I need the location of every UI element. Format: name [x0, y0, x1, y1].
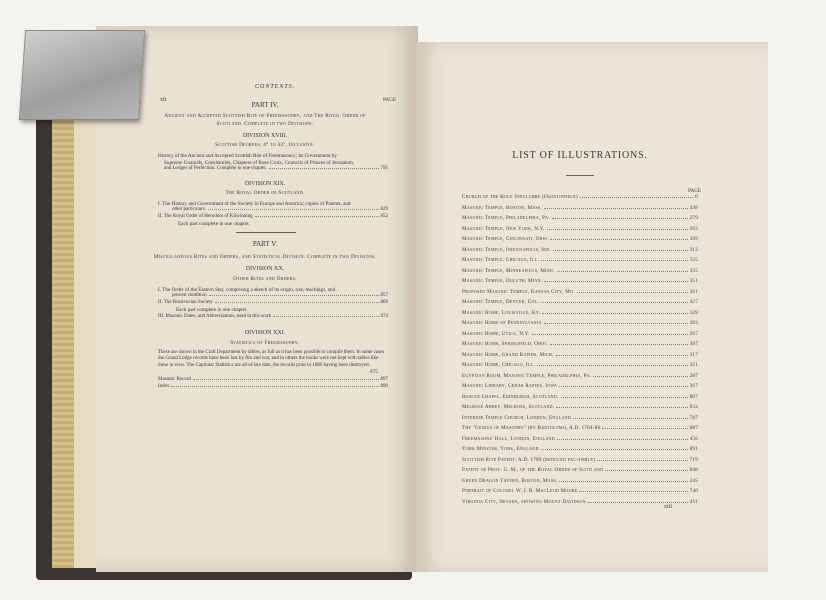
illustration-page: 267 [689, 331, 698, 337]
illustration-page: 355 [689, 268, 698, 274]
illustration-title: Masonic Temple, Philadelphia, Pa. [462, 216, 550, 221]
division-xix-title: The Royal Order of Scotland. [225, 190, 305, 196]
illustration-title: Freemasons' Hall, London, England [462, 436, 555, 442]
index-page: 899 [380, 384, 388, 389]
illustration-title: Masonic Temple, New York, N.Y. [462, 226, 545, 232]
left-page-number: xii [160, 97, 167, 103]
illustration-row [462, 453, 698, 463]
division-xxi-title: Statistics of Freemasonry. [230, 340, 300, 346]
illustration-page: 361 [689, 289, 698, 295]
illustration-title: Egyptian Room, Masonic Temple, Philadelphia, Pa. [462, 373, 592, 379]
division-xx-page-3: 874 [380, 314, 388, 319]
illustration-page: 807 [689, 394, 698, 400]
illustration-title: Melrose Abbey, Melrose, Scotland. [462, 405, 555, 410]
illustration-title: Masonic Home, Chicago, Ill. [462, 363, 535, 368]
index-label: Index [158, 384, 170, 389]
illustration-title: Masonic Temple, Cincinnati, Ohio [462, 237, 548, 242]
division-xx-entry-2: II. The Rosicrucian Society [158, 300, 213, 305]
illustration-page: 307 [689, 342, 698, 347]
illustration-row [462, 327, 698, 337]
running-head: CONTENTS. [255, 84, 296, 90]
division-xix-entry-1b: other particulars. [172, 207, 206, 212]
illustration-title: Church of the Holy Sepulchre (Frontispiece) [462, 195, 578, 200]
illustration-row [462, 358, 698, 368]
right-page-label: PAGE [688, 188, 702, 194]
division-xviii-page: 795 [380, 166, 388, 171]
illustration-title: Masonic Home, Utica, N.Y. [462, 331, 530, 337]
illustrations-title: LIST OF ILLUSTRATIONS. [512, 150, 648, 161]
statistics-paragraph: These are shown in the Craft Department by tables, as full as it has been possible to compile them. In some cases the Grand Lodge records have been lost by fire and war, and in others the books were not kept with tables like these in view. The Capitular Statistics are all of late date, the records prior to 1880 having been destroyed. [158, 350, 385, 368]
illustration-page: 279 [689, 216, 698, 221]
metal-book-weight [19, 30, 145, 120]
illustration-title: Portrait of Colonel W. J. B. MacLeod Moore [462, 489, 578, 494]
illustration-page: 719 [689, 457, 698, 463]
illustration-row [462, 474, 698, 484]
division-xx-entry-1b: present condition [172, 293, 207, 298]
illustration-row [462, 348, 698, 358]
illustration-row [462, 222, 698, 232]
illustration-row [462, 379, 698, 389]
illustration-row [462, 201, 698, 211]
division-xix-entry-1: I. The History and Government of the Society in Europe and America; copies of Patents, and [158, 201, 351, 207]
illustration-page: 411 [689, 499, 698, 505]
statistics-page: 875 [370, 369, 378, 375]
page-edge-strip [74, 118, 96, 568]
illustration-title: Masonic Temple, Indianapolis, Ind. [462, 247, 552, 253]
illustration-row [462, 190, 698, 200]
illustration-row [462, 253, 698, 263]
illustration-page: 263 [689, 226, 698, 232]
division-xix-entry-1-row [172, 207, 388, 212]
right-page-number: xiii [664, 504, 673, 510]
part-iv-subtitle-2: Scotland. Complete in two Divisions. [216, 121, 314, 127]
division-xix-page-1: 829 [380, 207, 388, 212]
illustration-title: The "Genius of Masonry" (by Bartolomi), A.D. 1784-86 [462, 426, 601, 431]
illustration-row [462, 243, 698, 253]
illustration-page: 245 [689, 478, 698, 484]
masonic-record-row [158, 377, 388, 382]
division-xx-entry-3: III. Masonic Dates, and Abbreviations, used in this work [158, 314, 272, 319]
illustration-row [462, 264, 698, 274]
illustration-row [462, 369, 698, 379]
illustration-page: 456 [689, 436, 698, 442]
division-xix-page-2: 852 [380, 214, 388, 219]
division-xviii-entry-1: History of the Ancient and Accepted Scottish Rite of Freemasonry; its Government by [158, 153, 337, 159]
illustration-page: 740 [689, 489, 698, 494]
part-v-heading: PART V. [252, 240, 278, 248]
illustration-row [462, 442, 698, 452]
illustration-row [462, 316, 698, 326]
section-divider [236, 232, 296, 233]
illustration-title: Scottish Rite Patent, A.D. 1789 (reduced fac-simile) [462, 457, 596, 463]
illustration-title: Masonic Home, Grand Rapids, Mich. [462, 352, 554, 358]
illustration-row [462, 432, 698, 442]
illustration-page: 351 [689, 279, 698, 284]
illustration-title: Proposed Masonic Temple, Kansas City, Mo. [462, 289, 575, 295]
division-xviii-entry-3-row [164, 166, 388, 171]
masonic-record-label: Masonic Record [158, 377, 191, 382]
division-xx-entry-3-row [158, 314, 388, 319]
division-xix-heading: DIVISION XIX. [244, 181, 286, 187]
illustration-page: 787 [689, 415, 698, 421]
illustration-row [462, 495, 698, 505]
illustration-title: Virginia City, Nevada, showing Mount Davidson [462, 499, 586, 505]
illustration-page: 832 [689, 405, 698, 410]
part-iv-subtitle-1: Ancient and Accepted Scottish Rite of Freemasonry, and The Royal Order of [164, 113, 366, 119]
division-xx-entry-1: I. The Order of the Eastern Star, comprising a sketch of its origin, rise, teachings, and [158, 287, 336, 293]
illustration-page: 0 [695, 195, 698, 200]
illustration-title: Roslyn Chapel, Edinburgh, Scotland. [462, 394, 559, 400]
gilt-page-edge [52, 118, 74, 568]
illustration-title: York Minster, York, England [462, 447, 539, 452]
illustration-row [462, 306, 698, 316]
illustration-row [462, 390, 698, 400]
illustration-page: 687 [689, 426, 698, 431]
illustration-page: 325 [689, 258, 698, 263]
illustration-title: Green Dragon Tavern, Boston, Mass. [462, 478, 558, 484]
illustration-row [462, 411, 698, 421]
illustration-page: 321 [689, 363, 698, 368]
illustration-title: Patent of Prov. G. M., of the Royal Order of Scotland [462, 468, 604, 473]
division-xviii-heading: DIVISION XVIII. [242, 133, 288, 139]
illustration-page: 329 [689, 310, 698, 316]
illustration-row [462, 274, 698, 284]
illustration-title: Masonic Home, Springfield, Ohio. [462, 342, 548, 347]
illustration-row [462, 295, 698, 305]
division-xix-entry-2-row [158, 214, 388, 219]
division-xx-entry-2-row [158, 300, 388, 305]
illustration-row [462, 337, 698, 347]
illustration-row [462, 484, 698, 494]
division-xx-heading: DIVISION XX. [245, 266, 285, 272]
division-xviii-entry-3: and Lodges of Perfection. Complete in one chapter. [164, 166, 267, 171]
division-xx-title: Other Rites and Orders. [233, 276, 297, 282]
index-row [158, 384, 388, 389]
illustration-page: 891 [689, 447, 698, 452]
illustration-row [462, 463, 698, 473]
part-iv-heading: PART IV. [251, 101, 279, 109]
illustration-row [462, 421, 698, 431]
illustration-title: Masonic Temple, Chicago, Ill. [462, 258, 540, 263]
illustration-page: 313 [689, 247, 698, 253]
division-xx-note: Each part complete in one chapter. [176, 307, 248, 313]
illustration-title: Masonic Temple, Duluth, Minn. [462, 279, 543, 284]
illustration-title: Interior Temple Church, London, England [462, 415, 572, 421]
title-ornament [566, 175, 594, 176]
division-xx-page-2: 869 [380, 300, 388, 305]
illustration-row [462, 232, 698, 242]
illustration-row [462, 285, 698, 295]
illustration-title: Masonic Temple, Minneapolis, Minn. [462, 268, 555, 274]
division-xix-note: Each part complete in one chapter. [178, 221, 250, 227]
division-xx-entry-1-row [172, 293, 388, 298]
illustration-page: 848 [689, 468, 698, 473]
illustration-title: Masonic Temple, Denver, Col. [462, 300, 539, 305]
division-xxi-heading: DIVISION XXI. [244, 330, 286, 336]
illustration-row [462, 211, 698, 221]
division-xix-entry-2: II. The Royal Order of Herodom of Kilwinning [158, 214, 253, 219]
illustration-page: 427 [689, 300, 698, 305]
division-xviii-entry-2: Supreme Councils, Consistories, Chapters of Rose Croix, Councils of Princes of Jerusalem, [164, 160, 355, 166]
division-xx-page-1: 857 [380, 293, 388, 298]
left-page-label: PAGE [383, 97, 397, 103]
illustration-page: 317 [689, 352, 698, 358]
illustration-page: 287 [689, 373, 698, 379]
illustration-page: 309 [689, 237, 698, 242]
illustration-page: 283 [689, 321, 698, 326]
illustration-title: Masonic Temple, Boston, Mass. [462, 205, 542, 211]
part-v-subtitle: Miscellaneous Rites and Orders, and Statistical Division. Complete in two Divisions. [153, 254, 377, 260]
illustration-page: 438 [689, 205, 698, 211]
illustration-title: Masonic Home, Louisville, Ky. [462, 310, 541, 316]
illustration-title: Masonic Library, Cedar Rapids, Iowa [462, 384, 558, 389]
illustration-page: 367 [689, 384, 698, 389]
illustration-row [462, 400, 698, 410]
illustration-title: Masonic Home of Pennsylvania [462, 321, 542, 326]
division-xviii-title: Scottish Degrees, 4° to 33°, Inclusive. [215, 142, 315, 148]
masonic-record-page: 897 [380, 377, 388, 382]
